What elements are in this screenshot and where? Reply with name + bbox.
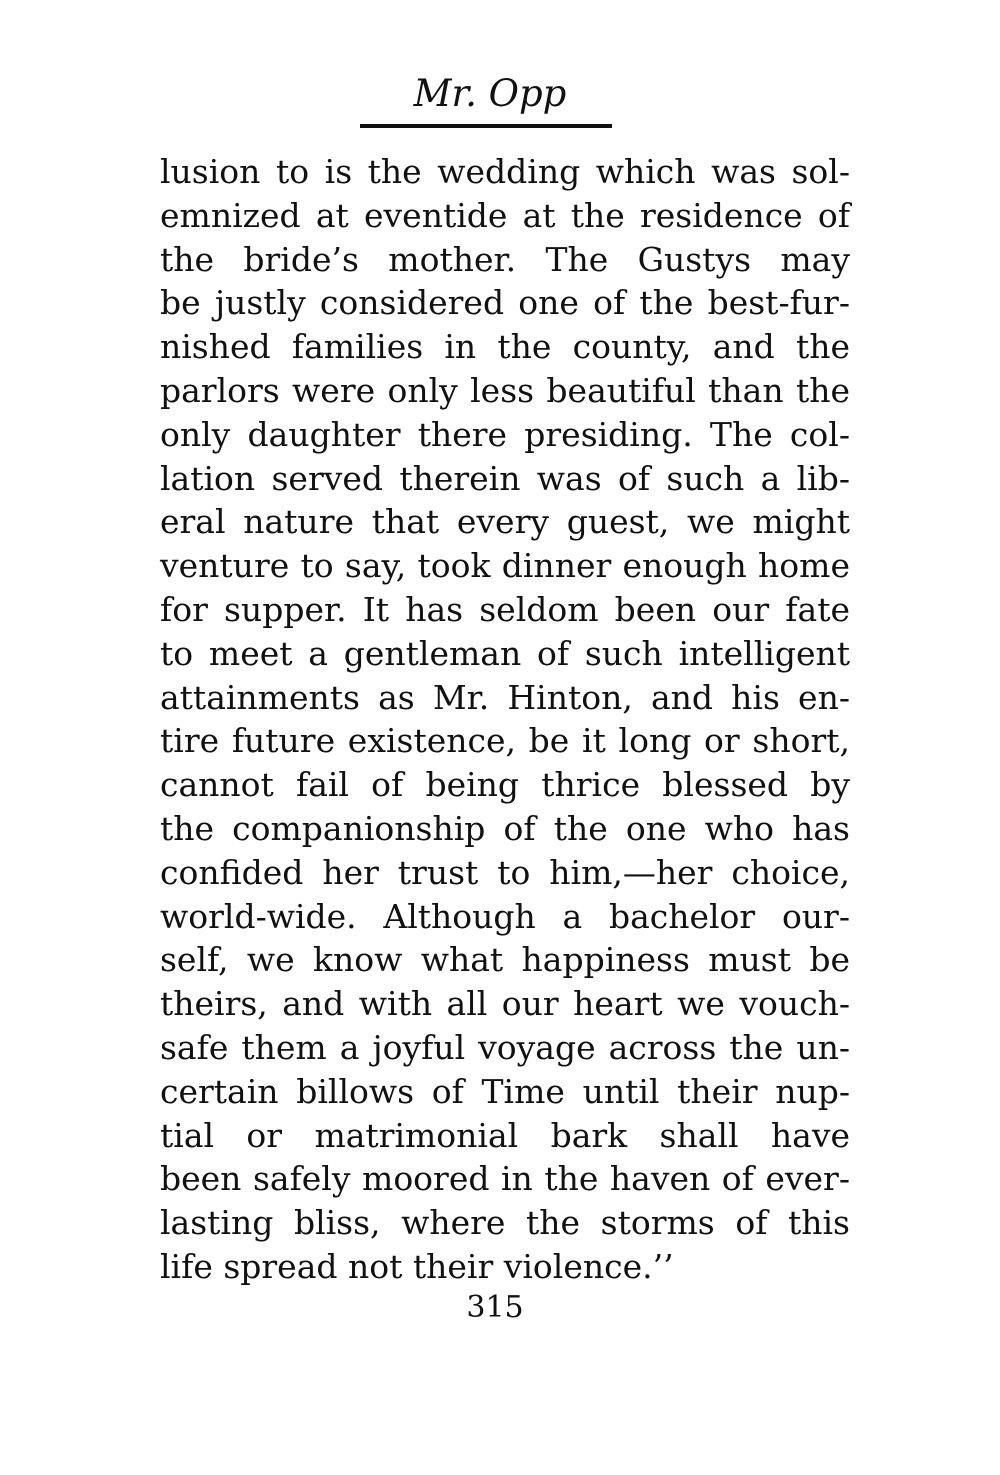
text-line: emnized at eventide at the residence of [160,195,850,235]
text-line: life spread not their violence.’’ [160,1246,674,1286]
text-line: the companionship of the one who has [160,808,850,848]
text-line: safe them a joyful voyage across the un- [160,1027,850,1067]
text-line: been safely moored in the haven of ever- [160,1159,850,1199]
text-line: confided her trust to him,—her choice, [160,852,850,892]
text-line: eral nature that every guest, we might [160,502,850,542]
text-line: nished families in the county, and the [160,327,850,367]
header-rule [360,124,612,128]
text-line: parlors were only less beautiful than the [160,370,850,410]
text-line: the bride’s mother. The Gustys may [160,239,850,279]
text-line: cannot fail of being thrice blessed by [160,765,850,805]
running-head: Mr. Opp [413,72,567,115]
text-line: theirs, and with all our heart we vouch- [160,984,850,1024]
text-line: tire future existence, be it long or short, [160,721,850,761]
text-line: self, we know what happiness must be [160,940,850,980]
text-line: be justly considered one of the best-fur- [160,283,850,323]
text-line: only daughter there presiding. The col- [160,414,850,454]
text-line: certain billows of Time until their nup- [160,1071,850,1111]
text-line: world-wide. Although a bachelor our- [160,896,850,936]
text-line: to meet a gentleman of such intelligent [160,633,850,673]
text-line: for supper. It has seldom been our fate [160,589,850,629]
page-number: 315 [466,1290,524,1325]
text-line: lation served therein was of such a lib- [160,458,850,498]
text-line: lusion to is the wedding which was sol- [160,152,850,191]
text-line: attainments as Mr. Hinton, and his en- [160,677,850,717]
text-line: lasting bliss, where the storms of this [160,1203,850,1243]
text-line: tial or matrimonial bark shall have [160,1115,850,1155]
text-line: venture to say, took dinner enough home [160,546,850,586]
body-text [160,150,850,1289]
